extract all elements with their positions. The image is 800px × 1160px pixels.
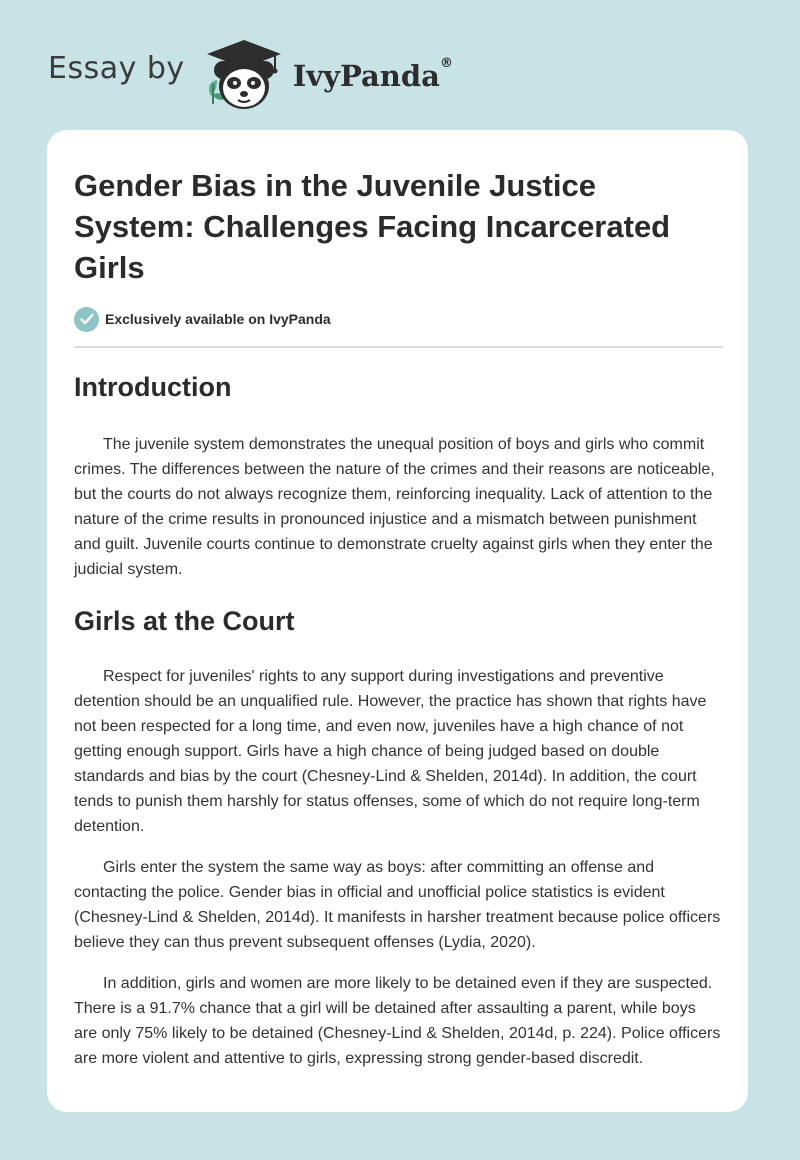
section-heading-girls-at-court: Girls at the Court (74, 606, 295, 636)
page-title: Gender Bias in the Juvenile Justice System: Challenges Facing Incarcerated Girls (74, 168, 671, 285)
essay-card (47, 130, 748, 1112)
paragraph: The juvenile system demonstrates the unequal position of boys and girls who commit crimes. The differences between the nature of the crimes and their reasons are noticeable, but the courts do not always recognize them, reinforcing inequality. Lack of attention to the nature of the crime results in pronounced injustice and a mismatch between punishment and guilt. Juvenile courts continue to demonstrate cruelty against girls when they enter the judicial system. (74, 436, 715, 578)
divider (74, 346, 723, 348)
essay-by-label: Essay by (48, 50, 185, 86)
site-header (48, 34, 453, 114)
check-circle-icon (74, 307, 99, 332)
registered-mark: ® (439, 56, 453, 72)
paragraph: Respect for juveniles' rights to any support during investigations and preventive detention should be an unqualified rule. However, the practice has shown that rights have not been respected for a long time, and even now, juveniles have a high chance of not getting enough support. Girls have a high chance of being judged based on double standards and bias by the court (Chesney-Lind & Shelden, 2014d). In addition, the court tends to punish them harshly for status offenses, some of which do not require long-term detention. (74, 668, 707, 835)
panda-graduate-icon[interactable] (199, 34, 289, 114)
exclusive-badge (74, 306, 721, 332)
paragraph: Girls enter the system the same way as boys: after committing an offense and contacting the police. Gender bias in official and unofficial police statistics is evident (Chesney-Lind & Shelden, 2014d). It manifests in harsher treatment because police officers believe they can thus prevent subsequent offenses (Lydia, 2020). (74, 859, 721, 951)
brand-label: IvyPanda (292, 59, 440, 93)
paragraph: In addition, girls and women are more likely to be detained even if they are suspected. There is a 91.7% chance that a girl will be detained after assaulting a parent, while boys are only 75% likely to be detained (Chesney-Lind & Shelden, 2014d, p. 224). Police officers are more violent and attentive to girls, expressing strong gender-based discredit. (74, 975, 721, 1067)
section-heading-introduction: Introduction (74, 372, 232, 402)
exclusive-label: Exclusively available on IvyPanda (105, 311, 331, 327)
brand-name[interactable] (292, 56, 453, 93)
